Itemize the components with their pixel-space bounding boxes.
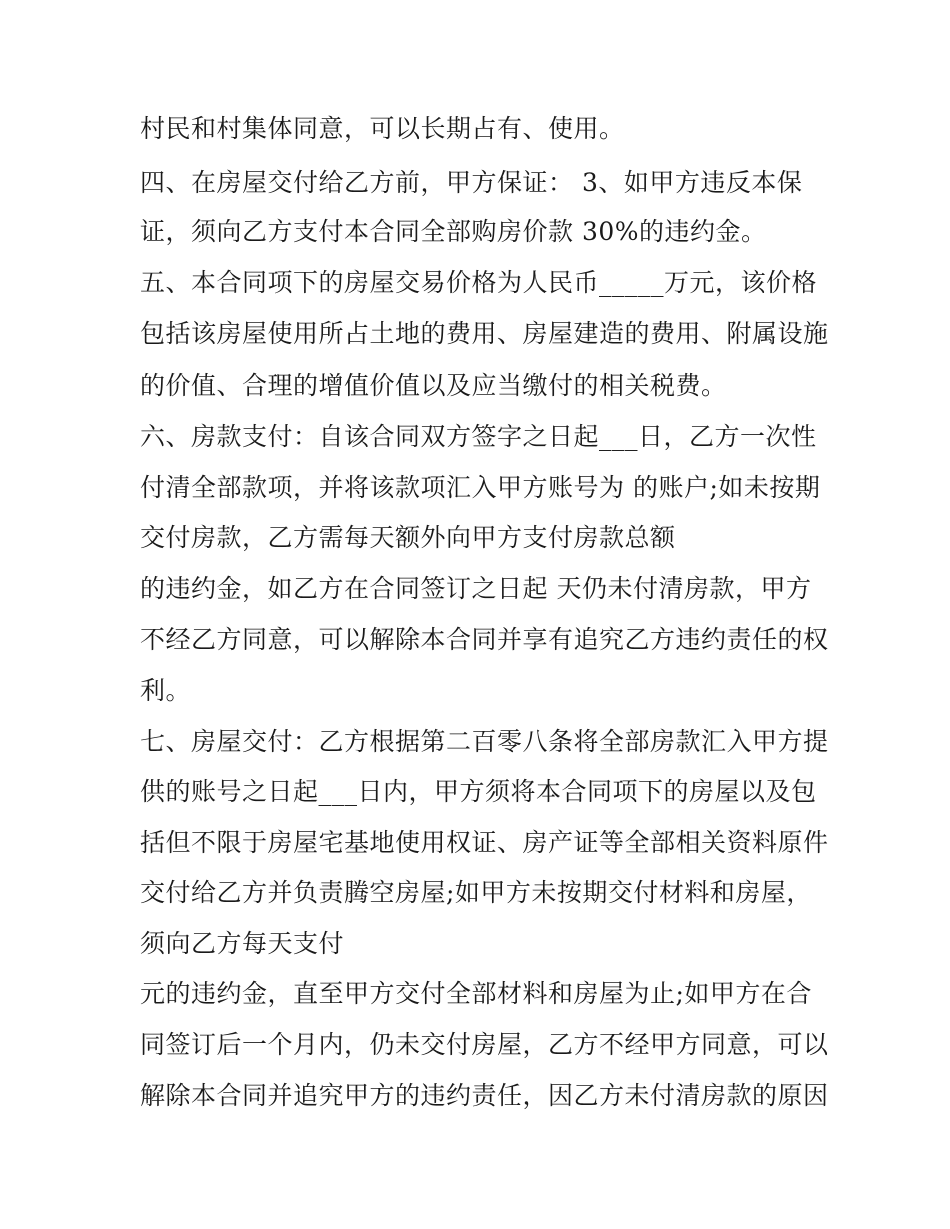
text-line: 七、房屋交付：乙方根据第二百零八条将全部房款汇入甲方提 [140, 727, 829, 756]
text-line: 的违约金，如乙方在合同签订之日起 天仍未付清房款，甲方 [140, 574, 812, 603]
text-line: 的价值、合理的增值价值以及应当缴付的相关税费。 [140, 371, 727, 400]
text-line: 村民和村集体同意，可以长期占有、使用。 [140, 114, 625, 143]
text-line: 交付房款，乙方需每天额外向甲方支付房款总额 [140, 523, 676, 552]
text-line: 供的账号之日起___日内，甲方须将本合同项下的房屋以及包 [140, 777, 817, 806]
text-line: 元的违约金，直至甲方交付全部材料和房屋为止;如甲方在合 [140, 979, 812, 1008]
text-line: 利。 [140, 676, 192, 705]
text-line: 包括该房屋使用所占土地的费用、房屋建造的费用、附属设施 [140, 319, 829, 348]
text-line: 六、房款支付：自该合同双方签字之日起___日，乙方一次性 [140, 422, 817, 451]
text-line: 交付给乙方并负责腾空房屋;如甲方未按期交付材料和房屋， [140, 878, 812, 907]
text-line: 同签订后一个月内，仍未交付房屋，乙方不经甲方同意，可以 [140, 1030, 829, 1059]
text-line: 解除本合同并追究甲方的违约责任，因乙方未付清房款的原因 [140, 1081, 829, 1110]
text-line: 括但不限于房屋宅基地使用权证、房产证等全部相关资料原件 [140, 828, 829, 857]
text-line: 须向乙方每天支付 [140, 929, 345, 958]
text-line: 五、本合同项下的房屋交易价格为人民币_____万元，该价格 [140, 268, 818, 297]
text-line: 四、在房屋交付给乙方前，甲方保证： 3、如甲方违反本保 [140, 168, 803, 197]
text-line: 证，须向乙方支付本合同全部购房价款 30%的违约金。 [140, 217, 767, 246]
text-line: 不经乙方同意，可以解除本合同并享有追究乙方违约责任的权 [140, 625, 829, 654]
text-line: 付清全部款项，并将该款项汇入甲方账号为 的账户;如未按期 [140, 473, 821, 502]
